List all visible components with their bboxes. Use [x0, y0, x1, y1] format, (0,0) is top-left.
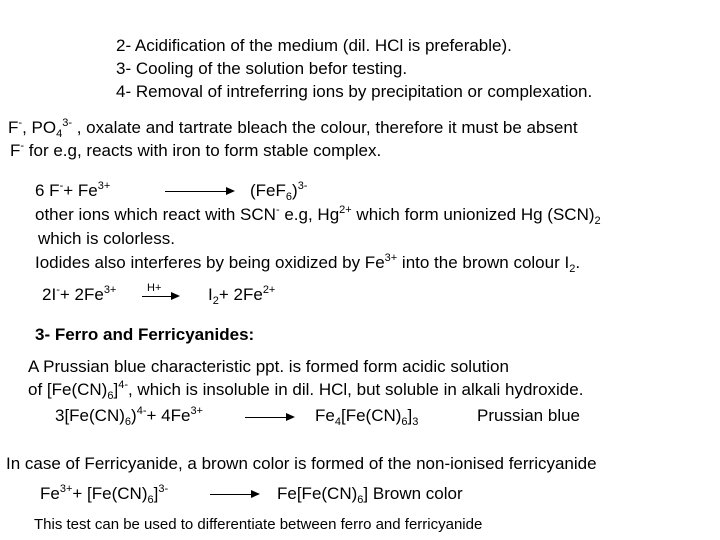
equation-3-reactants: $3[Fe(CN)_6)^{4-}+ 4Fe^{3+}$	[55, 405, 203, 428]
scn-interference-line: other ions which react with SCN- e.g, $Hg^{2+}$ which form unionized Hg $(SCN)_2$	[35, 204, 601, 227]
reaction-arrow-1	[165, 191, 233, 192]
ferrocyanide-solubility-line: of $[Fe(CN)_6]^{4-}$, which is insoluble in dil. HCl, but soluble in alkali hydroxide.	[28, 379, 584, 402]
step-removal: 4- Removal of intreferring ions by precipitation or complexation.	[116, 82, 593, 101]
prussian-blue-line: A Prussian blue characteristic ppt. is formed form acidic solution	[28, 357, 509, 376]
section-heading-ferro-ferricyanides: 3- Ferro and Ferricyanides:	[35, 325, 255, 344]
step-cooling: 3- Cooling of the solution befor testing.	[116, 59, 408, 78]
equation-1-product: $(FeF_6)^{3-}$	[250, 180, 308, 203]
reaction-arrow-4	[210, 494, 258, 495]
ferricyanide-line: In case of Ferricyanide, a brown color is formed of the non-ionised ferricyanide	[6, 454, 597, 473]
reaction-arrow-3	[245, 417, 293, 418]
equation-4-product: $Fe[Fe(CN)_6]$ Brown color	[277, 484, 463, 506]
equation-1-reactants: 6 $F^-+ Fe^{3+}$	[35, 180, 111, 200]
interference-line-2: F- for e.g, reacts with iron to form stable complex.	[10, 140, 382, 160]
equation-3-product: $Fe_4[Fe(CN)_6]_3$	[315, 406, 419, 428]
equation-2-products: $I_2+ 2Fe^{2+}$	[208, 284, 276, 307]
colorless-note: which is colorless.	[38, 229, 175, 248]
reaction-arrow-2	[142, 296, 178, 297]
differentiation-note: This test can be used to differentiate between ferro and ferricyanide	[34, 516, 483, 533]
iodide-interference-line: Iodides also interferes by being oxidized by $Fe^{3+}$ into the brown colour $I_2$.	[35, 252, 581, 275]
acid-catalyst-label: H+	[147, 282, 162, 294]
step-acidification: 2- Acidification of the medium (dil. HCl is preferable).	[116, 36, 512, 55]
prussian-blue-label: Prussian blue	[477, 406, 581, 425]
interference-line-1: F-, $PO_4^{3-}$ , oxalate and tartrate bleach the colour, therefore it must be absent	[8, 117, 578, 140]
equation-2-reactants: $2I^-+ 2Fe^{3+}$	[42, 284, 117, 304]
equation-4-reactants: $Fe^{3+}+ [Fe(CN)_6]^{3-}$	[40, 483, 169, 506]
